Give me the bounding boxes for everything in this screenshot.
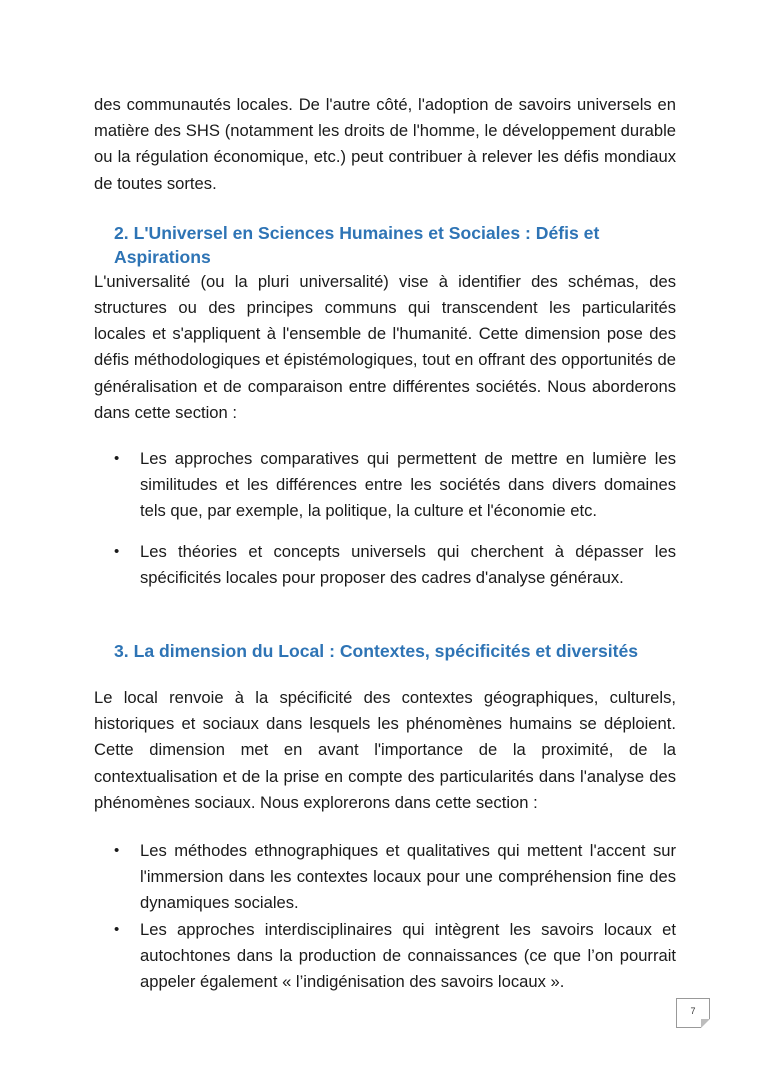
bullet-icon: •	[114, 450, 120, 468]
intro-paragraph: des communautés locales. De l'autre côté, l'adoption de savoirs universels en matière des SHS (notamment les droits de l'homme, le développement durable ou la régulation économique, etc.) peut contribuer à relever les défis mondiaux de toutes sortes.	[94, 95, 676, 193]
section-3-title: La dimension du Local : Contextes, spécificités et diversités	[133, 641, 639, 662]
section-2-heading	[94, 221, 676, 269]
list-item	[94, 917, 676, 996]
list-item-text: Les théories et concepts universels qui cherchent à dépasser les spécificités locales pour proposer des cadres d'analyse généraux.	[140, 541, 676, 587]
list-item	[94, 539, 676, 591]
list-item-text: Les approches comparatives qui permettent de mettre en lumière les similitudes et les différences entre les sociétés dans divers domaines tels que, par exemple, la politique, la culture et l'économie etc.	[140, 449, 676, 521]
document-page	[94, 92, 676, 995]
section-2-bullet-list	[94, 446, 676, 591]
section-2-title: L'Universel en Sciences Humaines et Sociales : Défis et Aspirations	[114, 222, 600, 267]
section-3-heading	[94, 639, 676, 663]
bullet-icon: •	[114, 842, 120, 860]
bullet-icon: •	[114, 920, 120, 938]
list-item	[94, 838, 676, 917]
list-item-text: Les approches interdisciplinaires qui intègrent les savoirs locaux et autochtones dans la production de connaissances (ce que l’on pourrait appeler également « l’indigénisation des savoirs locaux ».	[140, 919, 676, 992]
list-item	[94, 446, 676, 525]
page-number: 7	[690, 1006, 696, 1016]
section-2-paragraph: L'universalité (ou la pluri universalité) vise à identifier des schémas, des structures ou des principes communs qui transcendent les particularités locales et s'appliquent à l'ensemble de l'humanité. Cette dimension pose des défis méthodologiques et épistémologiques, tout en offrant des opportunités de généralisation et de comparaison entre différentes sociétés. Nous aborderons dans cette section :	[94, 271, 676, 422]
section-3-number: 3.	[114, 641, 129, 662]
bullet-icon: •	[114, 542, 120, 560]
section-3-bullet-list	[94, 838, 676, 995]
page-number-box	[676, 998, 710, 1028]
section-3-paragraph: Le local renvoie à la spécificité des contextes géographiques, culturels, historiques et sociaux dans lesquels les phénomènes humains se déploient. Cette dimension met en avant l'importance de la proximité, de la contextualisation et de la prise en compte des particularités dans l'analyse des phénomènes sociaux. Nous explorerons dans cette section :	[94, 688, 676, 812]
section-2-number: 2.	[114, 222, 129, 243]
list-item-text: Les méthodes ethnographiques et qualitatives qui mettent l'accent sur l'immersion dans les contextes locaux pour une compréhension fine des dynamiques sociales.	[140, 841, 676, 913]
page-corner-fold-icon	[701, 1019, 710, 1028]
